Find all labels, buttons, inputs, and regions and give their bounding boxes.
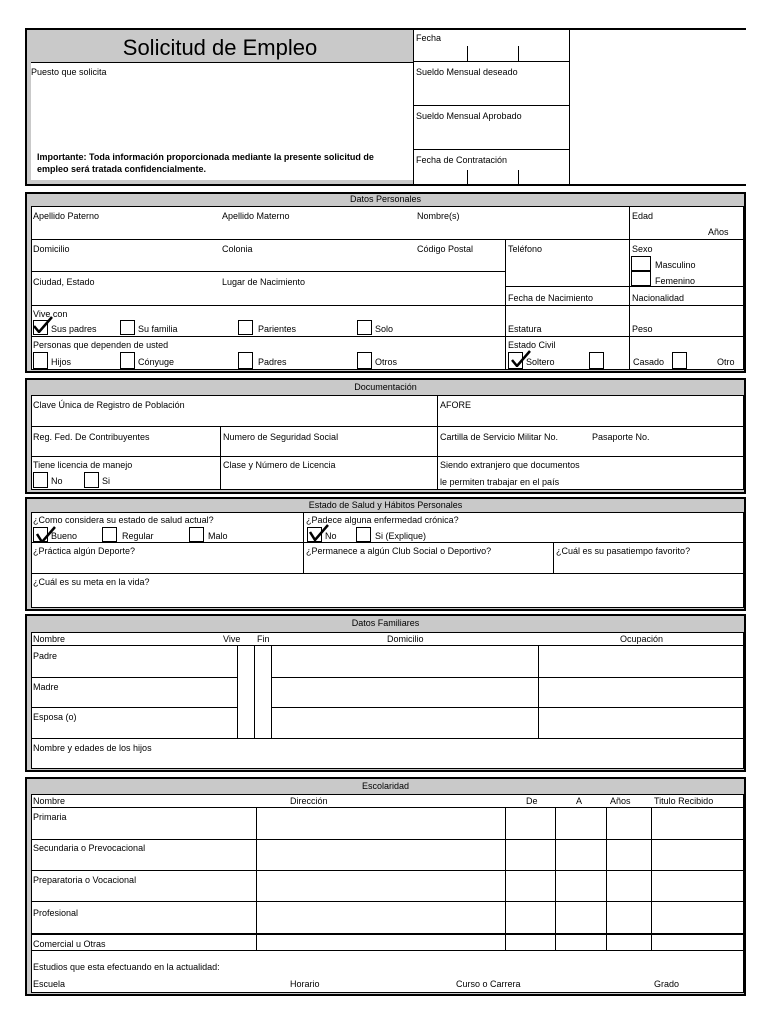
- importante-note: Importante: Toda información proporcionada mediante la presente solicitud de empleo será tratada confidencialmente.: [37, 152, 374, 174]
- fecha-contratacion-field[interactable]: [413, 149, 570, 184]
- malo-label: Malo: [208, 531, 228, 541]
- col-direccion-header: Dirección: [290, 796, 328, 806]
- doc-divider: [437, 396, 438, 489]
- sueldo-aprobado-field[interactable]: [413, 105, 570, 150]
- preparatoria-row-label: Preparatoria o Vocacional: [33, 875, 137, 885]
- row-divider: [271, 707, 743, 708]
- licencia-no-label: No: [51, 476, 63, 486]
- fecha-tick-1: [467, 46, 468, 61]
- fecha-label: Fecha: [416, 33, 442, 43]
- row-divider: [32, 336, 743, 337]
- extranjero-label-1: Siendo extranjero que documentos: [440, 460, 580, 470]
- salud-divider: [553, 542, 554, 573]
- row-divider: [32, 950, 743, 951]
- regular-label: Regular: [122, 531, 154, 541]
- edad-label: Edad: [632, 211, 654, 221]
- sueldo-aprobado-label: Sueldo Mensual Aprobado: [416, 111, 522, 121]
- clase-licencia-label: Clase y Número de Licencia: [223, 460, 336, 470]
- estatura-label: Estatura: [508, 324, 542, 334]
- club-label: ¿Permanece a algún Club Social o Deportivo?: [306, 546, 492, 556]
- photo-area: [570, 30, 746, 184]
- hijos-nombres-label: Nombre y edades de los hijos: [33, 743, 152, 753]
- esc-col-divider: [555, 808, 556, 950]
- comercial-row-label: Comercial u Otras: [33, 939, 106, 949]
- vive-con-label: Vive con: [33, 309, 68, 319]
- documentacion-grid: [31, 395, 744, 490]
- padres-label: Padres: [258, 357, 287, 367]
- nss-label: Numero de Seguridad Social: [223, 432, 339, 442]
- fecha-field[interactable]: [413, 30, 570, 62]
- escolaridad-table: [31, 794, 744, 993]
- section-title-salud: Estado de Salud y Hábitos Personales: [27, 500, 744, 511]
- apellido-paterno-label: Apellido Paterno: [33, 211, 100, 221]
- col-nombre-header: Nombre: [33, 796, 66, 806]
- ciudad-label: Ciudad, Estado: [33, 277, 95, 287]
- esc-col-divider: [505, 808, 506, 950]
- row-divider: [32, 901, 743, 902]
- padres-checkbox[interactable]: [238, 352, 253, 369]
- section-title-documentacion: Documentación: [27, 382, 744, 393]
- salud-divider: [303, 513, 304, 573]
- col-anos-header: Años: [610, 796, 631, 806]
- contratacion-tick-2: [518, 170, 519, 184]
- domicilio-label: Domicilio: [33, 244, 70, 254]
- conyuge-checkbox[interactable]: [120, 352, 135, 369]
- nacionalidad-label: Nacionalidad: [632, 293, 685, 303]
- esc-col-divider: [256, 808, 257, 950]
- fam-col-divider: [538, 646, 539, 738]
- otro-label: Otro: [717, 357, 735, 367]
- apellido-materno-label: Apellido Materno: [222, 211, 290, 221]
- row-divider: [32, 456, 743, 457]
- codigo-postal-label: Código Postal: [417, 244, 474, 254]
- curso-carrera-label: Curso o Carrera: [456, 979, 521, 989]
- fam-col-divider: [237, 646, 238, 738]
- row-divider: [32, 426, 743, 427]
- pasaporte-label: Pasaporte No.: [592, 432, 650, 442]
- salud-grid: [31, 512, 744, 608]
- col-a-header: A: [576, 796, 583, 806]
- row-divider: [32, 542, 743, 543]
- grado-label: Grado: [654, 979, 680, 989]
- otros-checkbox[interactable]: [357, 352, 372, 369]
- conyuge-label: Cónyuge: [138, 357, 175, 367]
- primaria-row-label: Primaria: [33, 812, 67, 822]
- parientes-label: Parientes: [258, 324, 297, 334]
- afore-label: AFORE: [440, 400, 472, 410]
- section-title-familiares: Datos Familiares: [27, 618, 744, 629]
- puesto-field[interactable]: [31, 62, 413, 180]
- femenino-checkbox[interactable]: [631, 271, 651, 286]
- col-titulo-header: Titulo Recibido: [654, 796, 714, 806]
- esposa-row-label: Esposa (o): [33, 712, 77, 722]
- row-divider: [32, 239, 743, 240]
- cronica-si-label: Si (Explique): [375, 531, 427, 541]
- su-familia-label: Su familia: [138, 324, 178, 334]
- solo-checkbox[interactable]: [357, 320, 372, 335]
- row-divider: [32, 707, 237, 708]
- personales-grid: [31, 206, 744, 370]
- sexo-label: Sexo: [632, 244, 653, 254]
- cartilla-label: Cartilla de Servicio Militar No.: [440, 432, 559, 442]
- familiares-header-row: [32, 633, 743, 646]
- row-divider: [32, 738, 743, 739]
- row-divider: [32, 573, 743, 574]
- casado-label: Casado: [633, 357, 665, 367]
- escuela-label: Escuela: [33, 979, 66, 989]
- secundaria-row-label: Secundaria o Prevocacional: [33, 843, 146, 853]
- salud-section: [25, 497, 746, 611]
- rfc-label: Reg. Fed. De Contribuyentes: [33, 432, 150, 442]
- estado-civil-label: Estado Civil: [508, 340, 556, 350]
- col-ocupacion-header: Ocupación: [620, 634, 664, 644]
- hijos-checkbox[interactable]: [33, 352, 48, 369]
- doc-divider: [220, 426, 221, 489]
- colonia-label: Colonia: [222, 244, 253, 254]
- contratacion-tick-1: [467, 170, 468, 184]
- hijos-label: Hijos: [51, 357, 72, 367]
- documentacion-section: [25, 378, 746, 494]
- fam-col-divider: [254, 646, 255, 738]
- anos-label: Años: [708, 227, 729, 237]
- horario-label: Horario: [290, 979, 320, 989]
- cronica-si-checkbox[interactable]: [356, 527, 371, 542]
- curp-label: Clave Única de Registro de Población: [33, 400, 185, 410]
- familiares-section: [25, 614, 746, 772]
- casado-checkbox[interactable]: [589, 352, 604, 369]
- estado-salud-label: ¿Como considera su estado de salud actual?: [33, 515, 214, 525]
- row-divider: [32, 677, 237, 678]
- col-vive-header: Vive: [223, 634, 241, 644]
- femenino-label: Femenino: [655, 276, 696, 286]
- licencia-si-checkbox[interactable]: [84, 472, 99, 488]
- row-divider: [32, 933, 743, 935]
- peso-label: Peso: [632, 324, 653, 334]
- header-section: [25, 28, 746, 186]
- row-divider: [32, 305, 743, 306]
- extranjero-label-2: le permiten trabajar en el país: [440, 477, 560, 487]
- sus-padres-label: Sus padres: [51, 324, 97, 334]
- madre-row-label: Madre: [33, 682, 59, 692]
- profesional-row-label: Profesional: [33, 908, 79, 918]
- col-domicilio-header: Domicilio: [387, 634, 424, 644]
- soltero-label: Soltero: [526, 357, 555, 367]
- telefono-label: Teléfono: [508, 244, 543, 254]
- fecha-nacimiento-label: Fecha de Nacimiento: [508, 293, 594, 303]
- masculino-checkbox[interactable]: [631, 256, 651, 271]
- row-divider: [32, 271, 505, 272]
- licencia-no-checkbox[interactable]: [33, 472, 48, 488]
- section-title-escolaridad: Escolaridad: [27, 781, 744, 792]
- deporte-label: ¿Práctica algún Deporte?: [33, 546, 136, 556]
- row-divider: [271, 677, 743, 678]
- padre-row-label: Padre: [33, 651, 58, 661]
- sueldo-deseado-label: Sueldo Mensual deseado: [416, 67, 518, 77]
- licencia-si-label: Si: [102, 476, 111, 486]
- col-nombre-header: Nombre: [33, 634, 66, 644]
- row-divider: [505, 286, 743, 287]
- col-fin-header: Fin: [257, 634, 270, 644]
- row-divider: [32, 870, 743, 871]
- masculino-label: Masculino: [655, 260, 696, 270]
- puesto-label: Puesto que solicita: [31, 67, 107, 77]
- esc-col-divider: [651, 808, 652, 950]
- meta-label: ¿Cuál es su meta en la vida?: [33, 577, 150, 587]
- cronica-label: ¿Padece alguna enfermedad crónica?: [306, 515, 459, 525]
- header-title: Solicitud de Empleo: [122, 35, 318, 60]
- regular-checkbox[interactable]: [102, 527, 117, 542]
- fecha-tick-2: [518, 46, 519, 61]
- bueno-label: Bueno: [51, 531, 78, 541]
- estudios-actual-label: Estudios que esta efectuando en la actualidad:: [33, 962, 220, 972]
- col-de-header: De: [526, 796, 538, 806]
- pasatiempo-label: ¿Cuál es su pasatiempo favorito?: [556, 546, 691, 556]
- section-title-personales: Datos Personales: [27, 194, 744, 205]
- su-familia-checkbox[interactable]: [120, 320, 135, 335]
- edad-divider: [629, 207, 630, 239]
- familiares-table: [31, 632, 744, 769]
- parientes-checkbox[interactable]: [238, 320, 253, 335]
- malo-checkbox[interactable]: [189, 527, 204, 542]
- solo-label: Solo: [375, 324, 394, 334]
- cronica-no-label: No: [325, 531, 337, 541]
- row-divider: [32, 839, 743, 840]
- sueldo-deseado-field[interactable]: [413, 61, 570, 106]
- otros-label: Otros: [375, 357, 398, 367]
- datos-personales-section: [25, 192, 746, 373]
- fam-col-divider: [271, 646, 272, 738]
- licencia-label: Tiene licencia de manejo: [33, 460, 133, 470]
- esc-col-divider: [606, 808, 607, 950]
- escolaridad-header-row: [32, 795, 743, 808]
- fecha-contratacion-label: Fecha de Contratación: [416, 155, 508, 165]
- nombres-label: Nombre(s): [417, 211, 460, 221]
- otro-checkbox[interactable]: [672, 352, 687, 369]
- lugar-nacimiento-label: Lugar de Nacimiento: [222, 277, 306, 287]
- dependen-label: Personas que dependen de usted: [33, 340, 169, 350]
- escolaridad-section: [25, 777, 746, 996]
